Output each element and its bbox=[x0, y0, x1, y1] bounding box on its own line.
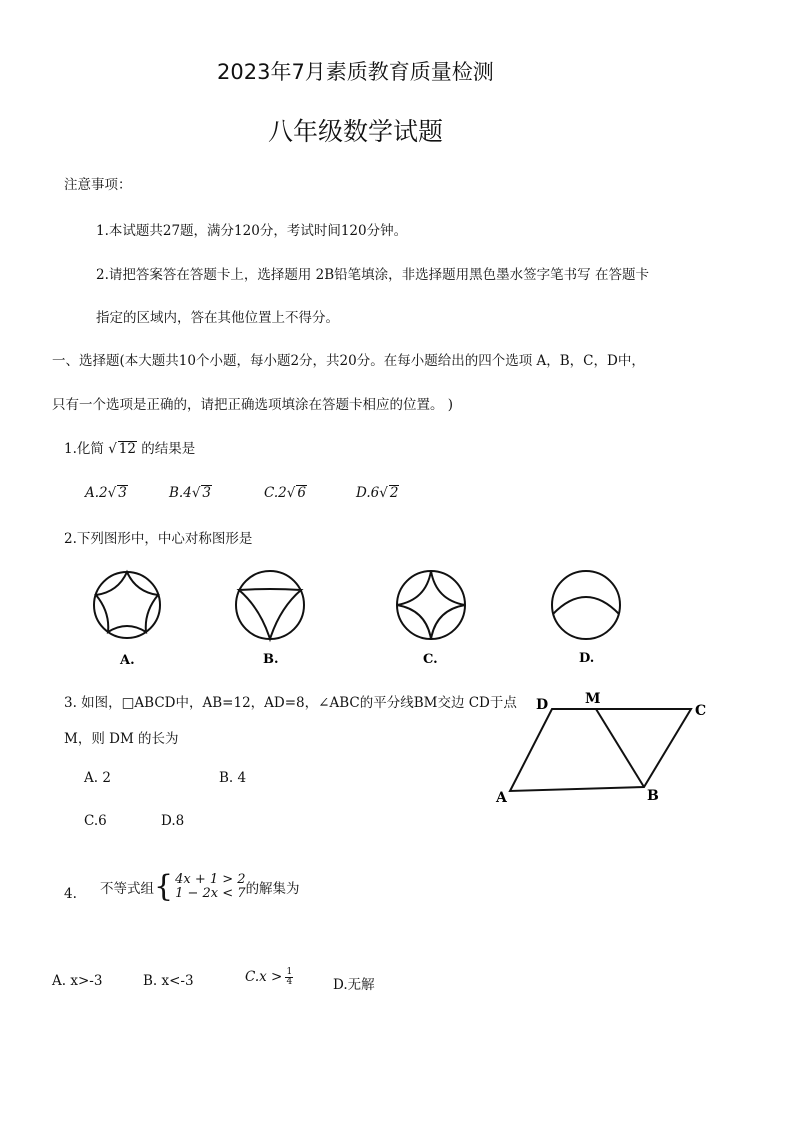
notes-item-2-line-1: 2.请把答案答在答题卡上，选择题用 2B铅笔填涂，非选择题用黑色墨水签字笔书写 在答题卡 bbox=[96, 267, 649, 283]
parallelogram bbox=[510, 709, 691, 791]
fraction-numerator: 1 bbox=[286, 967, 293, 977]
q1-stem-suffix: 的结果是 bbox=[141, 441, 196, 457]
notes-item-1: 1.本试题共27题，满分120分，考试时间120分钟。 bbox=[96, 223, 408, 239]
q2-figure-b bbox=[236, 571, 304, 639]
radical-sign: √ bbox=[286, 485, 296, 501]
section-heading-line-2: 只有一个选项是正确的，请把正确选项填涂在答题卡相应的位置。 ) bbox=[52, 397, 454, 413]
q4-stem-suffix: 的解集为 bbox=[245, 881, 300, 897]
q2-figures bbox=[80, 560, 640, 675]
bisector-bm bbox=[596, 709, 644, 787]
point-c: C bbox=[695, 703, 707, 719]
q4-option-d[interactable]: D.无解 bbox=[333, 977, 375, 993]
q2-label-b: B. bbox=[263, 652, 279, 667]
q2-label-a: A. bbox=[120, 653, 135, 668]
brace-symbol: { bbox=[154, 869, 174, 904]
q1-option-c[interactable] bbox=[264, 485, 307, 501]
q1-option-b[interactable] bbox=[169, 485, 212, 501]
radical-sign: √ bbox=[107, 485, 117, 501]
q1-option-radicand: 2 bbox=[389, 485, 399, 501]
point-m: M bbox=[585, 691, 601, 707]
q1-stem-radicand: 12 bbox=[118, 441, 136, 457]
q1-option-label: B.4 bbox=[169, 485, 192, 501]
q1-option-label: C.2 bbox=[264, 485, 287, 501]
q2-figure-d bbox=[552, 571, 620, 639]
q4-option-c-prefix: C.x > bbox=[245, 969, 283, 985]
q1-option-radicand: 3 bbox=[118, 485, 127, 501]
notes-item-2-line-2: 指定的区域内，答在其他位置上不得分。 bbox=[96, 310, 339, 326]
section-heading-line-1: 一、选择题(本大题共10个小题，每小题2分，共20分。在每小题给出的四个选项 A，B，C，D中， bbox=[52, 353, 645, 369]
q2-figure-c bbox=[397, 571, 465, 639]
q3-option-a[interactable]: A. 2 bbox=[84, 770, 111, 786]
q1-option-d[interactable] bbox=[356, 485, 399, 501]
q4-stem bbox=[100, 869, 300, 904]
q4-option-b[interactable]: B. x<-3 bbox=[143, 973, 194, 989]
fraction-denominator: 4 bbox=[286, 977, 293, 987]
exam-subtitle: 八年级数学试题 bbox=[268, 117, 444, 146]
point-d: D bbox=[536, 697, 549, 713]
q1-option-label: D.6 bbox=[356, 485, 380, 501]
point-a: A bbox=[496, 790, 507, 806]
q2-stem: 2.下列图形中，中心对称图形是 bbox=[64, 531, 253, 547]
q3-parallelogram-figure bbox=[490, 685, 720, 810]
q1-option-radicand: 6 bbox=[297, 485, 306, 501]
q3-option-d[interactable]: D.8 bbox=[161, 813, 185, 829]
inequality-system bbox=[175, 873, 245, 901]
q3-option-c[interactable]: C.6 bbox=[84, 813, 107, 829]
q1-option-radicand: 3 bbox=[202, 485, 212, 501]
exam-title: 2023年7月素质教育质量检测 bbox=[217, 60, 494, 84]
q4-stem-prefix: 不等式组 bbox=[100, 881, 154, 897]
q4-option-c[interactable] bbox=[245, 968, 293, 987]
inequality-2: 1 − 2x < 7 bbox=[175, 886, 246, 901]
q1-option-a[interactable] bbox=[85, 485, 128, 501]
inequality-1: 4x + 1 > 2 bbox=[175, 872, 246, 887]
q2-label-d: D. bbox=[579, 651, 595, 666]
radical-sign: √ bbox=[379, 485, 388, 501]
q4-option-a[interactable]: A. x>-3 bbox=[52, 973, 103, 989]
q4-number: 4. bbox=[64, 886, 77, 902]
q3-stem-line-2: M，则 DM 的长为 bbox=[64, 731, 179, 747]
q3-stem-line-1: 3. 如图，□ABCD中，AB=12，AD=8，∠ABC的平分线BM交边 CD于点 bbox=[64, 695, 517, 711]
point-b: B bbox=[647, 788, 659, 804]
q1-option-label: A.2 bbox=[85, 485, 108, 501]
q2-label-c: C. bbox=[423, 652, 438, 667]
radical-sign: √ bbox=[191, 485, 201, 501]
q2-figure-a bbox=[94, 572, 160, 638]
radical-sign: √ bbox=[108, 441, 117, 457]
fraction bbox=[285, 968, 293, 987]
q3-option-b[interactable]: B. 4 bbox=[219, 770, 247, 786]
q1-stem-prefix: 1.化简 bbox=[64, 441, 104, 457]
notes-heading: 注意事项： bbox=[64, 177, 132, 193]
q1-stem bbox=[64, 437, 195, 457]
